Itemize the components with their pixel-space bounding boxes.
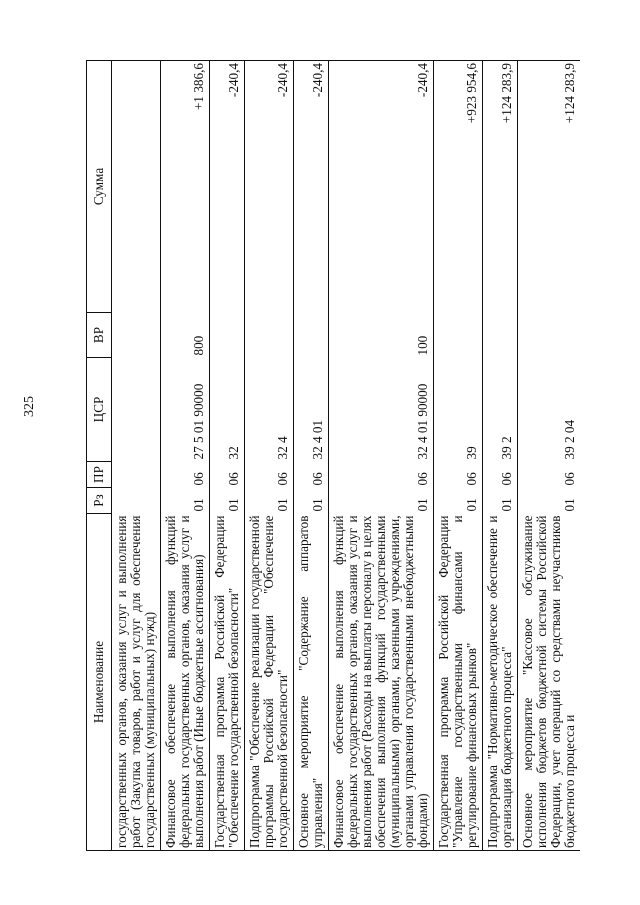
- cell-vr: [482, 313, 517, 358]
- table-row: [433, 61, 482, 851]
- cell-csr: 32 4: [244, 358, 293, 462]
- cell-rz: 01: [209, 488, 244, 514]
- cell-vr: [244, 313, 293, 358]
- cell-sum: -240,4: [209, 61, 244, 313]
- cell-sum: -240,4: [244, 61, 293, 313]
- table-row: [293, 61, 328, 851]
- cell-csr: [112, 358, 161, 462]
- cell-pr: 06: [209, 462, 244, 488]
- table-row: [209, 61, 244, 851]
- cell-sum: +124 283,9: [482, 61, 517, 313]
- header-csr: ЦСР: [87, 358, 112, 462]
- cell-csr: 32 4 01: [293, 358, 328, 462]
- cell-name: Государственная программа Российской Федерации "Обеспечение государственной безопасности": [209, 514, 244, 851]
- cell-name: Государственная программа Российской Федерации "Управление государственными финансами и регулирование финансовых рынков": [433, 514, 482, 851]
- cell-pr: 06: [328, 462, 433, 488]
- cell-rz: [112, 488, 161, 514]
- cell-vr: [517, 313, 579, 358]
- cell-vr: 800: [160, 313, 209, 358]
- cell-name: Основное мероприятие "Кассовое обслуживание исполнения бюджетов бюджетной системы Российской Федерации, учет операций со средствами неучастников бюджетного процесса и: [517, 514, 579, 851]
- cell-name: Подпрограмма "Обеспечение реализации государственной программы Российской Федерации "Обеспечение государственной безопасности": [244, 514, 293, 851]
- cell-vr: [433, 313, 482, 358]
- cell-pr: 06: [433, 462, 482, 488]
- cell-rz: 01: [482, 488, 517, 514]
- cell-sum: -240,4: [328, 61, 433, 313]
- rotated-table-container: [86, 61, 633, 851]
- cell-csr: 39 2: [482, 358, 517, 462]
- header-rz: Рз: [87, 488, 112, 514]
- cell-vr: [209, 313, 244, 358]
- cell-name: Основное мероприятие "Содержание аппаратов управления": [293, 514, 328, 851]
- cell-sum: -240,4: [293, 61, 328, 313]
- cell-pr: 06: [517, 462, 579, 488]
- cell-rz: 01: [160, 488, 209, 514]
- page-number: 325: [22, 396, 37, 417]
- header-sum: Сумма: [87, 61, 112, 313]
- header-vr: ВР: [87, 313, 112, 358]
- cell-rz: 01: [293, 488, 328, 514]
- table-row: [112, 61, 161, 851]
- cell-sum: [112, 61, 161, 313]
- cell-rz: 01: [328, 488, 433, 514]
- cell-pr: 06: [160, 462, 209, 488]
- cell-sum: +1 386,6: [160, 61, 209, 313]
- cell-name: Подпрограмма "Нормативно-методическое обеспечение и организация бюджетного процесса": [482, 514, 517, 851]
- table-row: [482, 61, 517, 851]
- cell-vr: [293, 313, 328, 358]
- cell-rz: 01: [244, 488, 293, 514]
- cell-name: государственных органов, оказания услуг и выполнения работ (Закупка товаров, работ и услуг для обеспечения государственных (муниципальных) нужд): [114, 515, 157, 848]
- table-row: [160, 61, 209, 851]
- budget-table: [86, 60, 580, 851]
- cell-vr: 100: [328, 313, 433, 358]
- cell-rz: 01: [517, 488, 579, 514]
- cell-sum: +923 954,6: [433, 61, 482, 313]
- cell-pr: [112, 462, 161, 488]
- cell-name: Финансовое обеспечение выполнения функций федеральных государственных органов, оказания услуг и выполнения работ (Иные бюджетные ассигнования): [160, 514, 209, 851]
- header-name: Наименование: [87, 514, 112, 851]
- table-row: [517, 61, 579, 851]
- cell-vr: [112, 313, 161, 358]
- cell-csr: 27 5 01 90000: [160, 358, 209, 462]
- cell-csr: 39: [433, 358, 482, 462]
- cell-csr: 32: [209, 358, 244, 462]
- cell-pr: 06: [244, 462, 293, 488]
- cell-pr: 06: [293, 462, 328, 488]
- cell-csr: 32 4 01 90000: [328, 358, 433, 462]
- cell-csr: 39 2 04: [517, 358, 579, 462]
- cell-sum: +124 283,9: [517, 61, 579, 313]
- cell-name: Финансовое обеспечение выполнения функций федеральных государственных органов, оказания услуг и выполнения работ (Расходы на выплаты персоналу в целях обеспечения выполнения функций государственными (муниципальными) органами, казенными учреждениями, органами управления государственными внебюджетными фондами): [328, 514, 433, 851]
- table-row: [328, 61, 433, 851]
- cell-pr: 06: [482, 462, 517, 488]
- table-header-row: [87, 61, 112, 851]
- header-pr: ПР: [87, 462, 112, 488]
- cell-rz: 01: [433, 488, 482, 514]
- table-row: [244, 61, 293, 851]
